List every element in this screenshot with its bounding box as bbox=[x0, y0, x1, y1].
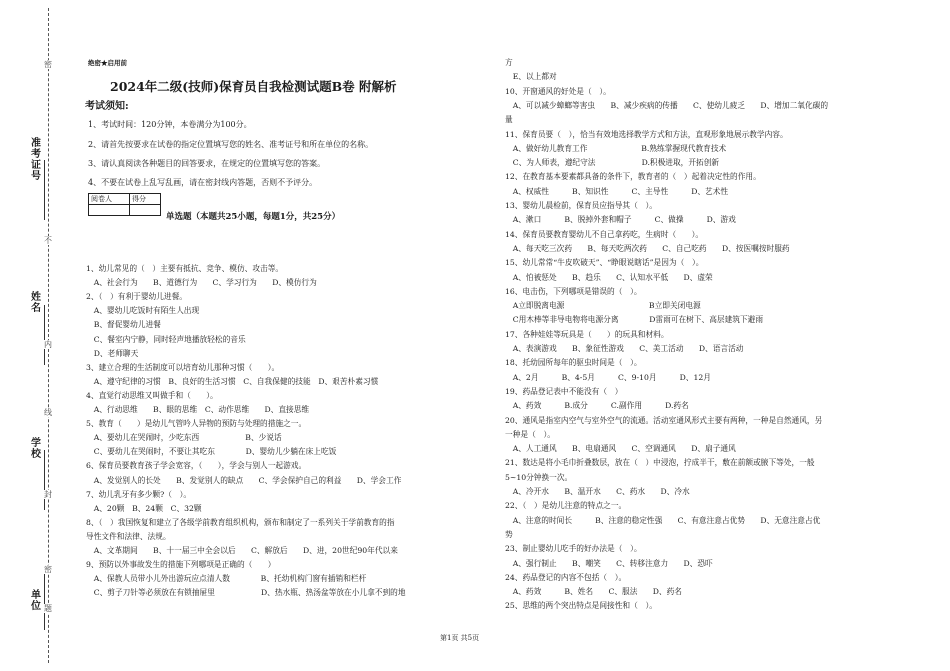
question-line: 16、电击伤，下列哪项是错误的（ ）。 bbox=[505, 286, 642, 296]
question-line: 7、幼儿乳牙有多少颗?（ ）。 bbox=[86, 489, 192, 499]
question-line: D、老师聊天 bbox=[86, 348, 139, 358]
seal-mark: 密 bbox=[44, 60, 52, 69]
field-line-school bbox=[44, 450, 45, 510]
question-line: 5、教育（ ）是幼儿气管吟人异物的预防与处理的措施之一。 bbox=[86, 419, 307, 429]
question-line: A、每天吃三次药 B、每天吃两次药 C、自己吃药 D、按医嘱按时服药 bbox=[505, 243, 790, 253]
question-line: C、要幼儿在哭闹时，不要让其吃东 D、婴幼儿少躺在床上吃饭 bbox=[86, 447, 337, 457]
page-footer: 第1页 共5页 bbox=[440, 634, 480, 642]
question-line: 22、（ ）是幼儿注意的特点之一。 bbox=[505, 501, 627, 511]
question-line: A、做好幼儿教育工作 B.熟练掌握现代教育技术 bbox=[505, 143, 727, 153]
question-line: A、婴幼儿吃饭时有陌生人出现 bbox=[86, 306, 200, 316]
question-line: B、督促婴幼儿进餐 bbox=[86, 320, 161, 330]
question-line: A、表演游戏 B、象征性游戏 C、美工活动 D、语言活动 bbox=[505, 344, 744, 353]
field-label-school: 学校 bbox=[31, 438, 41, 460]
question-line: C用木棒等非导电物将电源分离 D雷雨可在树下、高层建筑下避雨 bbox=[505, 315, 764, 325]
question-line: 14、保育员要教育婴幼儿不自己拿药吃，生病时（ ）。 bbox=[505, 229, 704, 239]
score-table bbox=[88, 193, 161, 216]
question-line: A、文革期间 B、十一届三中全会以后 C、解放后 D、进，20世纪90年代以来 bbox=[86, 546, 398, 555]
notice-item: 3、请认真阅读各种题目的回答要求，在规定的位置填写您的答案。 bbox=[88, 159, 326, 168]
question-line: 9、预防以外事故发生的措施下列哪项是正确的（ ） bbox=[86, 560, 276, 570]
question-line: 24、药品登记的内容不包括（ ）。 bbox=[505, 572, 627, 582]
question-line: 11、保育员要（ ），恰当有效地选择教学方式和方法，直观形象地展示教学内容。 bbox=[505, 129, 788, 139]
question-line: 8、（ ）我国恢复和建立了各级学前教育组织机构，颁布和制定了一系列关于学前教育的指 bbox=[86, 517, 395, 527]
field-line-name bbox=[44, 305, 45, 365]
question-line: 4、直觉行动思维又叫做手和（ ）。 bbox=[86, 390, 218, 400]
question-line: A、可以减少蟑螂等害虫 B、减少疾病的传播 C、使幼儿疲乏 D、增加二氧化碳的 bbox=[505, 100, 829, 110]
question-line: 15、幼儿常常“牛皮吹破天”、“睁眼说瞎话”是因为（ ）。 bbox=[505, 258, 704, 268]
question-line: E、以上都对 bbox=[505, 72, 557, 82]
question-line: C、餐室内宁静，同时轻声地播放轻松的音乐 bbox=[86, 334, 246, 344]
question-line: A、注意的时间长 B、注意的稳定性强 C、有意注意占优势 D、无意注意占优 bbox=[505, 515, 821, 525]
grader-label: 阅卷人 bbox=[89, 194, 130, 205]
question-line: C、剪子刀针等必须放在有锁抽屉里 D、热水瓶、热汤盆等放在小儿拿不到的地 bbox=[86, 588, 406, 598]
question-line: A、怕被惩处 B、趋乐 C、认知水平低 D、虚荣 bbox=[505, 272, 713, 282]
question-line: 势 bbox=[505, 529, 513, 539]
question-line: A、人工通风 B、电扇通风 C、空调通风 D、扇子通风 bbox=[505, 444, 736, 454]
question-line: A、发觉别人的长处 B、发觉别人的缺点 C、学会保护自己的利益 D、学会工作 bbox=[86, 475, 402, 485]
question-line: 5~10分钟换一次。 bbox=[505, 472, 573, 482]
notice-heading: 考试须知: bbox=[85, 101, 129, 112]
page-title: 2024年二级(技师)保育员自我检测试题B卷 附解析 bbox=[110, 79, 397, 94]
question-line: A立即脱离电源 B立即关闭电源 bbox=[505, 301, 701, 311]
question-line: A、药效 B、姓名 C、服法 D、药名 bbox=[505, 587, 682, 597]
seal-mark: 内 bbox=[44, 340, 52, 349]
question-line: 1、幼儿常见的（ ）主要有抵抗、竞争、模仿、攻击等。 bbox=[86, 264, 284, 273]
question-line: A、强行制止 B、嘲笑 C、转移注意力 D、恐吓 bbox=[505, 558, 713, 568]
question-line: 3、建立合理的生活制度可以培育幼儿那种习惯（ ）。 bbox=[86, 362, 280, 372]
question-line: A、权威性 B、知识性 C、主导性 D、艺术性 bbox=[505, 186, 729, 196]
question-line: 一种是（ ）。 bbox=[505, 429, 555, 439]
field-line-exam-number bbox=[44, 160, 45, 220]
field-label-exam-number: 准考证号 bbox=[31, 138, 41, 182]
field-label-name: 姓名 bbox=[31, 292, 41, 314]
question-line: C、为人师表，遵纪守法 D.积极进取，开拓创新 bbox=[505, 158, 720, 168]
question-line: 18、托幼园所每年的驱虫时间是（ ）。 bbox=[505, 358, 642, 368]
grader-cell[interactable] bbox=[89, 205, 130, 216]
question-line: 19、药品登记表中不能没有（ ） bbox=[505, 386, 623, 396]
question-line: A、保教人员带小儿外出游玩应点清人数 B、托幼机构门窗有插销和栏杆 bbox=[86, 574, 367, 584]
question-line: A、遵守纪律的习惯 B、良好的生活习惯 C、自我保健的技能 D、艰苦朴素习惯 bbox=[86, 376, 379, 386]
score-label: 得分 bbox=[130, 194, 161, 205]
question-line: 21、数达是将小毛巾折叠数层，放在（ ）中浸泡，拧成半干，敷在前额或腋下等处，一般 bbox=[505, 458, 815, 468]
question-line: 20、通风是指室内空气与室外空气的流通。活动室通风形式主要有两种，一种是自然通风，另 bbox=[505, 415, 823, 425]
question-line: 2、（ ）有利于婴幼儿进餐。 bbox=[86, 292, 187, 302]
question-line: 方 bbox=[505, 58, 513, 67]
notice-item: 2、请首先按要求在试卷的指定位置填写您的姓名、准考证号和所在单位的名称。 bbox=[88, 140, 374, 149]
question-line: 17、各种娃娃等玩具是（ ）的玩具和材料。 bbox=[505, 329, 669, 339]
question-line: A、2月 B、4-5月 C、9-10月 D、12月 bbox=[505, 372, 711, 382]
field-label-unit: 单位 bbox=[31, 590, 41, 612]
seal-mark: 密 bbox=[44, 565, 52, 574]
seal-mark: 封 bbox=[44, 490, 52, 499]
question-line: A、漱口 B、脱掉外套和帽子 C、做操 D、游戏 bbox=[505, 215, 736, 225]
field-line-unit bbox=[44, 570, 45, 630]
question-line: A、行动思维 B、眼的思维 C、动作思维 D、直接思维 bbox=[86, 405, 310, 414]
question-line: 6、保育员要教育孩子学会宽容，（ ），学会与别人一起游戏。 bbox=[86, 461, 307, 471]
question-line: 13、婴幼儿晨检前，保育员应指导其（ ）。 bbox=[505, 201, 657, 210]
question-line: 25、思维的两个突出特点是间接性和（ ）。 bbox=[505, 601, 657, 611]
question-line: A、冷开水 B、温开水 C、药水 D、冷水 bbox=[505, 487, 690, 496]
question-line: 导性文件和法律、法规。 bbox=[86, 531, 171, 541]
question-line: A、药效 B.成分 C.副作用 D.药名 bbox=[505, 401, 689, 411]
notice-item: 4、不要在试卷上乱写乱画，请在密封线内答题，否则不予评分。 bbox=[88, 178, 318, 187]
question-line: A、20颗 B、24颗 C、32颗 bbox=[86, 503, 202, 513]
notice-item: 1、考试时间：120分钟，本卷满分为100分。 bbox=[88, 120, 252, 129]
binding-strip bbox=[0, 0, 62, 671]
question-line: 10、开窗通风的好处是（ ）。 bbox=[505, 86, 611, 96]
seal-mark: 不 bbox=[44, 236, 52, 245]
seal-mark: 线 bbox=[44, 408, 52, 417]
score-cell[interactable] bbox=[130, 205, 161, 216]
question-line: A、社会行为 B、道德行为 C、学习行为 D、模仿行为 bbox=[86, 278, 317, 288]
section-heading: 单选题（本题共25小题，每题1分，共25分） bbox=[166, 212, 341, 222]
question-line: A、要幼儿在哭闹时，少吃东西 B、少说话 bbox=[86, 433, 282, 443]
question-line: 12、在教育基本要素都具备的条件下，教育者的（ ）起着决定性的作用。 bbox=[505, 172, 761, 182]
confidential-label: 绝密★启用前 bbox=[88, 59, 127, 67]
question-line: 量 bbox=[505, 115, 513, 125]
question-line: 23、制止婴幼儿吃手的好办法是（ ）。 bbox=[505, 544, 642, 554]
seal-mark: 题 bbox=[44, 604, 52, 613]
